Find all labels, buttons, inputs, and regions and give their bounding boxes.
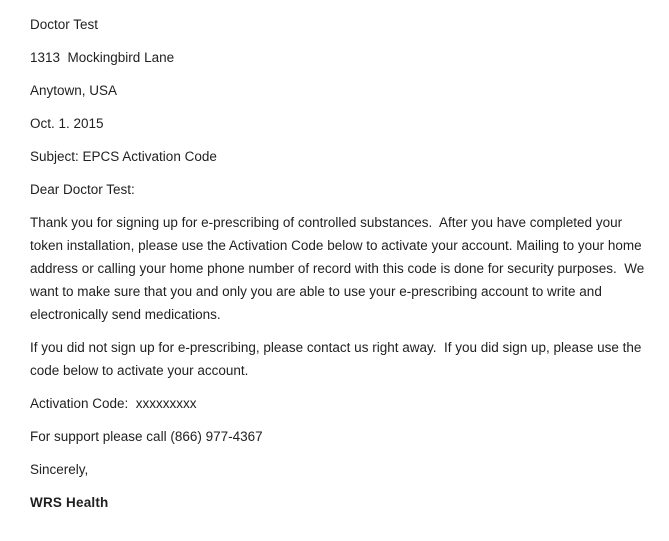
body-paragraph-2: If you did not sign up for e-prescribing, please contact us right away. If you did sign up, please use the code below to activate your account. [30, 340, 646, 378]
recipient-address: 1313 Mockingbird Lane [30, 50, 175, 65]
recipient-name: Doctor Test [30, 17, 99, 32]
letter-date: Oct. 1. 2015 [30, 116, 104, 131]
signature-company: WRS Health [30, 495, 109, 510]
closing: Sincerely, [30, 462, 89, 477]
subject-line: Subject: EPCS Activation Code [30, 149, 217, 164]
recipient-city: Anytown, USA [30, 83, 118, 98]
support-phone-line: For support please call (866) 977-4367 [30, 429, 263, 444]
body-paragraph-1: Thank you for signing up for e-prescribing of controlled substances. After you have completed your token installation, please use the Activation Code below to activate your account. Mailing to your home address or calling your home phone number of record with this code is done for security purposes. We want to make sure that you and only you are able to use your e-prescribing account to write and electronically send medications. [30, 215, 649, 322]
salutation: Dear Doctor Test: [30, 182, 135, 197]
activation-code-line: Activation Code: xxxxxxxxx [30, 396, 197, 411]
